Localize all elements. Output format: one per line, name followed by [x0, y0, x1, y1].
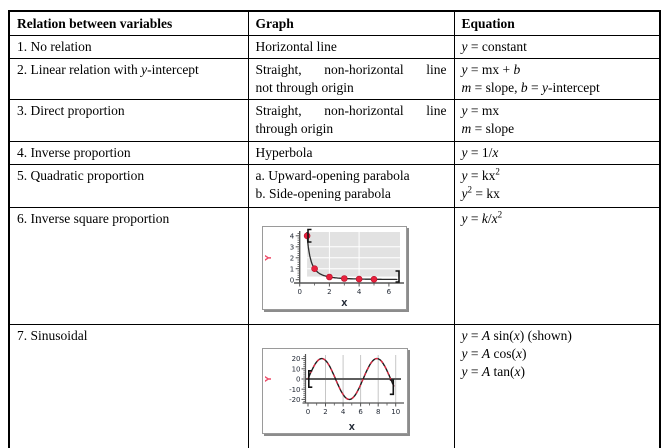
svg-text:20: 20	[291, 355, 300, 364]
table-row	[9, 100, 660, 142]
graph-text-line: through origin	[255, 121, 334, 136]
equation-line: y = mx	[461, 103, 500, 118]
svg-text:Y: Y	[263, 254, 273, 261]
svg-text:-10: -10	[288, 385, 300, 394]
graph-cell-6	[248, 208, 454, 325]
graph-cell-3	[248, 100, 454, 142]
graph-cell-1	[248, 36, 454, 59]
svg-text:0: 0	[295, 375, 300, 384]
svg-text:6: 6	[357, 408, 363, 416]
equation-line: y = A sin(x) (shown)	[461, 328, 572, 343]
svg-text:4: 4	[356, 288, 361, 296]
graph-text-line: Hyperbola	[255, 145, 313, 160]
graph-text-line: Straight, non-horizontal line	[255, 103, 447, 118]
svg-text:0: 0	[289, 276, 294, 285]
table-row	[9, 208, 660, 325]
col-header-equation: Equation	[454, 11, 660, 36]
graph-text-line: not through origin	[255, 80, 354, 95]
svg-text:4: 4	[340, 408, 345, 416]
relation-cell-6: 6. Inverse square proportion	[9, 208, 248, 325]
svg-text:10: 10	[390, 408, 400, 416]
graph-text-line: a. Upward-opening parabola	[255, 168, 410, 183]
graph-cell-5	[248, 165, 454, 208]
equation-line: m = slope, b = y-intercept	[461, 80, 600, 95]
svg-text:1: 1	[289, 265, 294, 274]
graph-cell-2	[248, 59, 454, 100]
equation-cell-1	[454, 36, 660, 59]
equation-cell-2	[454, 59, 660, 100]
svg-text:-20: -20	[288, 396, 300, 404]
equation-line: $y = k/x^2$	[461, 209, 503, 226]
svg-text:4: 4	[289, 232, 294, 241]
equation-cell-5	[454, 165, 660, 208]
equation-cell-4	[454, 142, 660, 165]
relation-cell-1: 1. No relation	[9, 36, 248, 59]
relations-table	[8, 10, 661, 448]
equation-line: $y^2$ = kx	[461, 184, 500, 201]
svg-text:3: 3	[289, 243, 294, 252]
equation-line: y = mx + b	[461, 62, 521, 77]
table-row	[9, 59, 660, 100]
graph-text-line: b. Side-opening parabola	[255, 186, 391, 201]
equation-line: y = constant	[461, 39, 527, 54]
svg-text:0: 0	[296, 288, 302, 296]
table-row	[9, 165, 660, 208]
svg-text:2: 2	[289, 254, 294, 263]
graph-cell-7	[248, 325, 454, 448]
equation-line: y = A tan(x)	[461, 364, 525, 379]
col-header-relation: Relation between variables	[9, 11, 248, 36]
relation-cell-7: 7. Sinusoidal	[9, 325, 248, 448]
svg-text:0: 0	[305, 408, 310, 416]
graph-text-line: Straight, non-horizontal line	[255, 62, 447, 77]
table-row	[9, 325, 660, 448]
equation-line: $y = kx^2$	[461, 166, 500, 183]
inverse-square-chart	[262, 226, 407, 310]
equation-cell-6	[454, 208, 660, 325]
svg-text:10: 10	[291, 365, 300, 374]
equation-cell-7	[454, 325, 660, 448]
svg-text:X: X	[340, 299, 347, 308]
svg-text:Y: Y	[263, 376, 273, 382]
svg-text:X: X	[348, 423, 355, 432]
sine-chart	[262, 348, 408, 434]
graph-text-line: Horizontal line	[255, 39, 337, 54]
table-header-row	[9, 11, 660, 36]
equation-line: y = A cos(x)	[461, 346, 527, 361]
col-header-graph: Graph	[248, 11, 454, 36]
equation-line: m = slope	[461, 121, 515, 136]
equation-cell-3	[454, 100, 660, 142]
graph-cell-4	[248, 142, 454, 165]
svg-text:2: 2	[322, 408, 328, 416]
svg-text:2: 2	[326, 288, 332, 296]
equation-line: y = 1/x	[461, 145, 499, 160]
relation-cell-4: 4. Inverse proportion	[9, 142, 248, 165]
relation-cell-2: 2. Linear relation with y-intercept	[9, 59, 248, 100]
svg-text:6: 6	[386, 288, 391, 296]
table-row	[9, 142, 660, 165]
relation-cell-3: 3. Direct proportion	[9, 100, 248, 142]
svg-text:8: 8	[375, 408, 380, 416]
relation-cell-5: 5. Quadratic proportion	[9, 165, 248, 208]
table-row	[9, 36, 660, 59]
